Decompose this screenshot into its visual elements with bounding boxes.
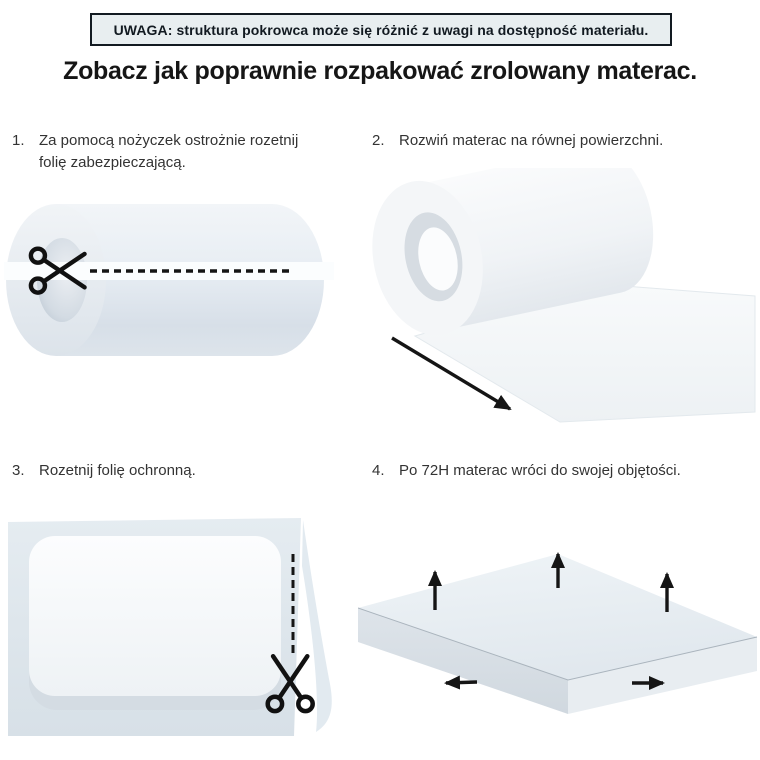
step-number: 1. — [12, 132, 25, 149]
step-item-3 — [12, 460, 352, 482]
step-text: Rozetnij folię ochronną. — [39, 462, 196, 479]
step-text: Za pomocą nożyczek ostrożnie rozetnij folię zabezpieczającą. — [39, 132, 299, 171]
notice-banner — [90, 13, 672, 46]
step-item-1 — [12, 130, 322, 174]
step-item-4 — [372, 460, 758, 482]
foil-flap — [302, 520, 332, 732]
step-item-2 — [372, 130, 758, 152]
rolled-mattress-illustration — [4, 200, 334, 364]
mattress-top — [29, 536, 281, 696]
step-number: 4. — [372, 462, 385, 479]
expanding-mattress-illustration — [358, 548, 760, 720]
foil-cut-illustration — [5, 514, 340, 742]
step-number: 3. — [12, 462, 25, 479]
unrolling-mattress-illustration — [358, 168, 760, 430]
expand-arrow-left — [446, 682, 477, 683]
step-text: Rozwiń materac na równej powierzchni. — [399, 132, 664, 149]
page-title: Zobacz jak poprawnie rozpakować zrolowany materac. — [63, 57, 697, 85]
step-text: Po 72H materac wróci do swojej objętości. — [399, 462, 681, 479]
notice-text: UWAGA: struktura pokrowca może się różnić z uwagi na dostępność materiału. — [113, 21, 649, 38]
step-number: 2. — [372, 132, 385, 149]
